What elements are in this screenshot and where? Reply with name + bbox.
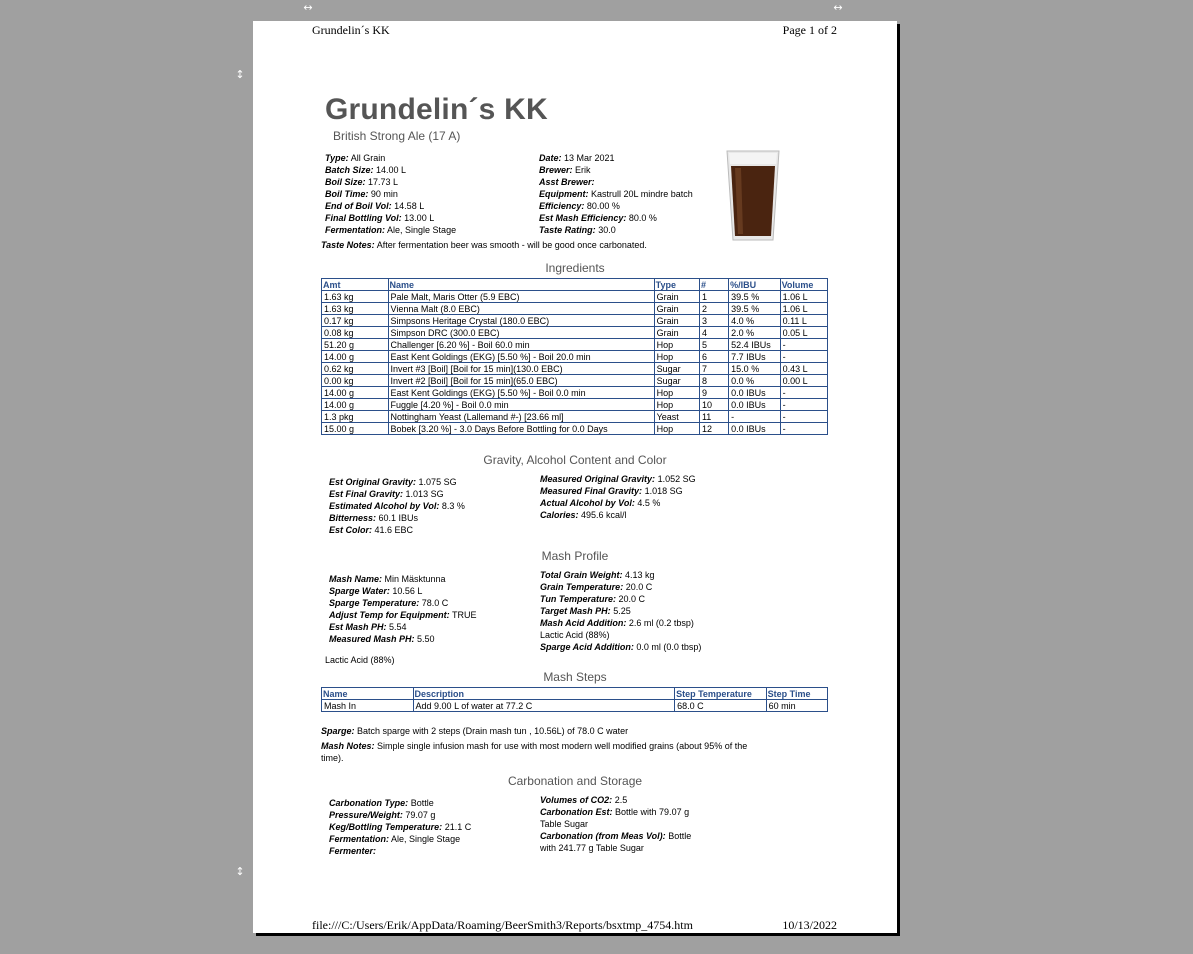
ingredient-number: 2 xyxy=(699,303,728,315)
info-row: Est Mash Efficiency: 80.0 % xyxy=(539,213,657,223)
sparge-note: Sparge: Batch sparge with 2 steps (Drain mash tun , 10.56L) of 78.0 C water xyxy=(321,726,629,736)
table-row xyxy=(322,315,828,327)
col-number: # xyxy=(699,279,728,291)
ingredient-percent-ibu: 39.5 % xyxy=(729,303,780,315)
ingredient-name: Nottingham Yeast (Lallemand #-) [23.66 ml] xyxy=(388,411,654,423)
ingredient-volume: 1.06 L xyxy=(780,291,827,303)
ingredient-amount: 14.00 g xyxy=(322,387,389,399)
taste-notes: Taste Notes: After fermentation beer was smooth - will be good once carbonated. xyxy=(321,240,647,250)
recipe-info-left xyxy=(325,152,456,236)
table-row xyxy=(322,700,828,712)
ingredient-name: Invert #2 [Boil] [Boil for 15 min](65.0 EBC) xyxy=(388,375,654,387)
info-row: Fermentation: Ale, Single Stage xyxy=(329,834,461,844)
info-row: Date: 13 Mar 2021 xyxy=(539,153,615,163)
info-row: Est Final Gravity: 1.013 SG xyxy=(329,489,444,499)
col-name: Name xyxy=(388,279,654,291)
ingredient-type: Grain xyxy=(654,327,699,339)
info-row: Fermenter: xyxy=(329,846,377,856)
info-row: Measured Final Gravity: 1.018 SG xyxy=(540,486,683,496)
ingredient-name: Simpson DRC (300.0 EBC) xyxy=(388,327,654,339)
col-volume: Volume xyxy=(780,279,827,291)
ingredient-type: Yeast xyxy=(654,411,699,423)
step-temperature: 68.0 C xyxy=(675,700,767,712)
ingredient-amount: 0.17 kg xyxy=(322,315,389,327)
info-row: Brewer: Erik xyxy=(539,165,591,175)
info-row: Tun Temperature: 20.0 C xyxy=(540,594,646,604)
info-row: Target Mash PH: 5.25 xyxy=(540,606,631,616)
col-step-name: Name xyxy=(322,688,414,700)
table-row xyxy=(322,423,828,435)
table-row xyxy=(322,399,828,411)
info-row: Bitterness: 60.1 IBUs xyxy=(329,513,419,523)
ingredient-type: Hop xyxy=(654,387,699,399)
table-header-row xyxy=(322,279,828,291)
table-row xyxy=(322,327,828,339)
page-header-title: Grundelin´s KK xyxy=(312,23,390,37)
ingredient-volume: 0.43 L xyxy=(780,363,827,375)
info-row: Type: All Grain xyxy=(325,153,386,163)
ingredient-type: Sugar xyxy=(654,363,699,375)
ingredient-number: 6 xyxy=(699,351,728,363)
ingredient-amount: 1.63 kg xyxy=(322,291,389,303)
info-row: Carbonation (from Meas Vol): Bottle xyxy=(540,831,692,841)
ingredient-name: East Kent Goldings (EKG) [5.50 %] - Boil 20.0 min xyxy=(388,351,654,363)
beer-glass-icon xyxy=(725,150,781,242)
ingredient-volume: - xyxy=(780,411,827,423)
info-row: Lactic Acid (88%) xyxy=(540,630,610,640)
info-row: Sparge Water: 10.56 L xyxy=(329,586,423,596)
col-step-temperature: Step Temperature xyxy=(675,688,767,700)
ingredient-amount: 51.20 g xyxy=(322,339,389,351)
ingredient-number: 10 xyxy=(699,399,728,411)
table-header-row xyxy=(322,688,828,700)
page-footer-path: file:///C:/Users/Erik/AppData/Roaming/BeerSmith3/Reports/bsxtmp_4754.htm xyxy=(312,918,693,932)
info-row: Est Mash PH: 5.54 xyxy=(329,622,407,632)
ingredient-percent-ibu: 7.7 IBUs xyxy=(729,351,780,363)
info-row: Efficiency: 80.00 % xyxy=(539,201,620,211)
mash-steps-table xyxy=(321,687,828,712)
ingredient-number: 5 xyxy=(699,339,728,351)
ingredient-amount: 0.62 kg xyxy=(322,363,389,375)
info-row: Keg/Bottling Temperature: 21.1 C xyxy=(329,822,472,832)
ingredient-number: 4 xyxy=(699,327,728,339)
table-row xyxy=(322,291,828,303)
mash-right xyxy=(540,569,701,653)
info-row: Boil Size: 17.73 L xyxy=(325,177,399,187)
ingredient-type: Sugar xyxy=(654,375,699,387)
info-row: Pressure/Weight: 79.07 g xyxy=(329,810,436,820)
ingredient-number: 8 xyxy=(699,375,728,387)
ingredient-name: Fuggle [4.20 %] - Boil 0.0 min xyxy=(388,399,654,411)
info-row: with 241.77 g Table Sugar xyxy=(540,843,644,853)
bottom-margin-handle[interactable]: ↕ xyxy=(235,865,245,878)
info-row: Batch Size: 14.00 L xyxy=(325,165,407,175)
info-row: Mash Name: Min Mäsktunna xyxy=(329,574,446,584)
table-row xyxy=(322,387,828,399)
ingredient-name: Invert #3 [Boil] [Boil for 15 min](130.0 EBC) xyxy=(388,363,654,375)
table-row xyxy=(322,411,828,423)
info-row: Estimated Alcohol by Vol: 8.3 % xyxy=(329,501,465,511)
info-row: Asst Brewer: xyxy=(539,177,595,187)
info-row: Calories: 495.6 kcal/l xyxy=(540,510,627,520)
info-row: Equipment: Kastrull 20L mindre batch xyxy=(539,189,693,199)
ingredient-volume: - xyxy=(780,351,827,363)
ingredient-amount: 14.00 g xyxy=(322,399,389,411)
ingredient-number: 3 xyxy=(699,315,728,327)
ingredient-percent-ibu: 4.0 % xyxy=(729,315,780,327)
ingredient-amount: 0.00 kg xyxy=(322,375,389,387)
gravity-heading: Gravity, Alcohol Content and Color xyxy=(483,453,667,467)
info-row: Total Grain Weight: 4.13 kg xyxy=(540,570,655,580)
info-row: Volumes of CO2: 2.5 xyxy=(540,795,628,805)
ingredient-number: 11 xyxy=(699,411,728,423)
info-row: Taste Rating: 30.0 xyxy=(539,225,616,235)
ingredient-type: Hop xyxy=(654,351,699,363)
ingredient-volume: - xyxy=(780,339,827,351)
ingredient-type: Hop xyxy=(654,339,699,351)
recipe-info-right xyxy=(539,152,693,236)
right-margin-handle[interactable]: ↔ xyxy=(833,1,843,14)
ingredient-name: Pale Malt, Maris Otter (5.9 EBC) xyxy=(388,291,654,303)
ingredient-type: Hop xyxy=(654,399,699,411)
info-row: Grain Temperature: 20.0 C xyxy=(540,582,653,592)
ingredient-volume: - xyxy=(780,387,827,399)
ingredient-number: 1 xyxy=(699,291,728,303)
table-row xyxy=(322,303,828,315)
table-row xyxy=(322,375,828,387)
ingredient-amount: 15.00 g xyxy=(322,423,389,435)
ingredient-percent-ibu: - xyxy=(729,411,780,423)
info-row: Adjust Temp for Equipment: TRUE xyxy=(329,610,477,620)
ingredient-type: Hop xyxy=(654,423,699,435)
gravity-right xyxy=(540,473,696,521)
col-amt: Amt xyxy=(322,279,389,291)
mash-extra-note: Lactic Acid (88%) xyxy=(325,655,395,665)
mash-steps-heading: Mash Steps xyxy=(543,670,607,684)
info-row: Mash Acid Addition: 2.6 ml (0.2 tbsp) xyxy=(540,618,694,628)
recipe-title: Grundelin´s KK xyxy=(325,93,548,126)
ingredient-percent-ibu: 2.0 % xyxy=(729,327,780,339)
ingredient-percent-ibu: 0.0 % xyxy=(729,375,780,387)
info-row: Sparge Temperature: 78.0 C xyxy=(329,598,449,608)
info-row: Est Original Gravity: 1.075 SG xyxy=(329,477,457,487)
info-row: Fermentation: Ale, Single Stage xyxy=(325,225,457,235)
info-row: Carbonation Type: Bottle xyxy=(329,798,434,808)
info-row: Measured Mash PH: 5.50 xyxy=(329,634,435,644)
carbonation-right xyxy=(540,794,691,854)
col-percent-ibu: %/IBU xyxy=(729,279,780,291)
ingredient-percent-ibu: 52.4 IBUs xyxy=(729,339,780,351)
info-row: End of Boil Vol: 14.58 L xyxy=(325,201,425,211)
ingredient-name: Challenger [6.20 %] - Boil 60.0 min xyxy=(388,339,654,351)
ingredient-volume: 0.05 L xyxy=(780,327,827,339)
ingredient-type: Grain xyxy=(654,291,699,303)
ingredient-name: Bobek [3.20 %] - 3.0 Days Before Bottling for 0.0 Days xyxy=(388,423,654,435)
ingredient-percent-ibu: 39.5 % xyxy=(729,291,780,303)
ingredients-heading: Ingredients xyxy=(545,261,605,275)
top-margin-handle[interactable]: ↕ xyxy=(235,68,245,81)
gravity-left xyxy=(329,476,465,536)
ingredient-amount: 0.08 kg xyxy=(322,327,389,339)
table-row xyxy=(322,339,828,351)
ingredient-amount: 1.63 kg xyxy=(322,303,389,315)
step-time: 60 min xyxy=(766,700,827,712)
step-name: Mash In xyxy=(322,700,414,712)
ingredient-volume: 1.06 L xyxy=(780,303,827,315)
ingredient-volume: - xyxy=(780,423,827,435)
recipe-style: British Strong Ale (17 A) xyxy=(333,129,461,143)
ingredient-type: Grain xyxy=(654,303,699,315)
ingredient-name: Simpsons Heritage Crystal (180.0 EBC) xyxy=(388,315,654,327)
mash-left xyxy=(329,573,477,645)
info-row: Measured Original Gravity: 1.052 SG xyxy=(540,474,696,484)
col-step-time: Step Time xyxy=(766,688,827,700)
ingredients-table xyxy=(321,278,828,435)
ingredient-type: Grain xyxy=(654,315,699,327)
page-number: Page 1 of 2 xyxy=(782,23,837,37)
info-row: Boil Time: 90 min xyxy=(325,189,398,199)
info-row: Actual Alcohol by Vol: 4.5 % xyxy=(540,498,661,508)
left-margin-handle[interactable]: ↔ xyxy=(303,1,313,14)
ingredient-volume: 0.00 L xyxy=(780,375,827,387)
ingredient-volume: 0.11 L xyxy=(780,315,827,327)
ingredient-amount: 1.3 pkg xyxy=(322,411,389,423)
ingredient-number: 9 xyxy=(699,387,728,399)
ingredient-number: 12 xyxy=(699,423,728,435)
ingredient-volume: - xyxy=(780,399,827,411)
carbonation-left xyxy=(329,797,471,857)
info-row: Carbonation Est: Bottle with 79.07 g xyxy=(540,807,690,817)
info-row: Sparge Acid Addition: 0.0 ml (0.0 tbsp) xyxy=(540,642,702,652)
info-row: Est Color: 41.6 EBC xyxy=(329,525,414,535)
ingredient-percent-ibu: 0.0 IBUs xyxy=(729,387,780,399)
page-footer-date: 10/13/2022 xyxy=(782,918,837,932)
ingredient-percent-ibu: 15.0 % xyxy=(729,363,780,375)
ingredient-amount: 14.00 g xyxy=(322,351,389,363)
ingredient-number: 7 xyxy=(699,363,728,375)
col-step-description: Description xyxy=(413,688,675,700)
table-row xyxy=(322,351,828,363)
print-preview-page xyxy=(253,21,897,933)
mash-notes: Mash Notes: Simple single infusion mash for use with most modern well modified grains (about 95% of the time). xyxy=(321,741,748,763)
carbonation-heading: Carbonation and Storage xyxy=(507,774,643,788)
table-row xyxy=(322,363,828,375)
ingredient-percent-ibu: 0.0 IBUs xyxy=(729,399,780,411)
ingredient-percent-ibu: 0.0 IBUs xyxy=(729,423,780,435)
info-row: Final Bottling Vol: 13.00 L xyxy=(325,213,435,223)
ingredient-name: East Kent Goldings (EKG) [5.50 %] - Boil 0.0 min xyxy=(388,387,654,399)
col-type: Type xyxy=(654,279,699,291)
info-row: Table Sugar xyxy=(540,819,589,829)
step-description: Add 9.00 L of water at 77.2 C xyxy=(413,700,675,712)
ingredient-name: Vienna Malt (8.0 EBC) xyxy=(388,303,654,315)
mash-profile-heading: Mash Profile xyxy=(541,549,609,563)
